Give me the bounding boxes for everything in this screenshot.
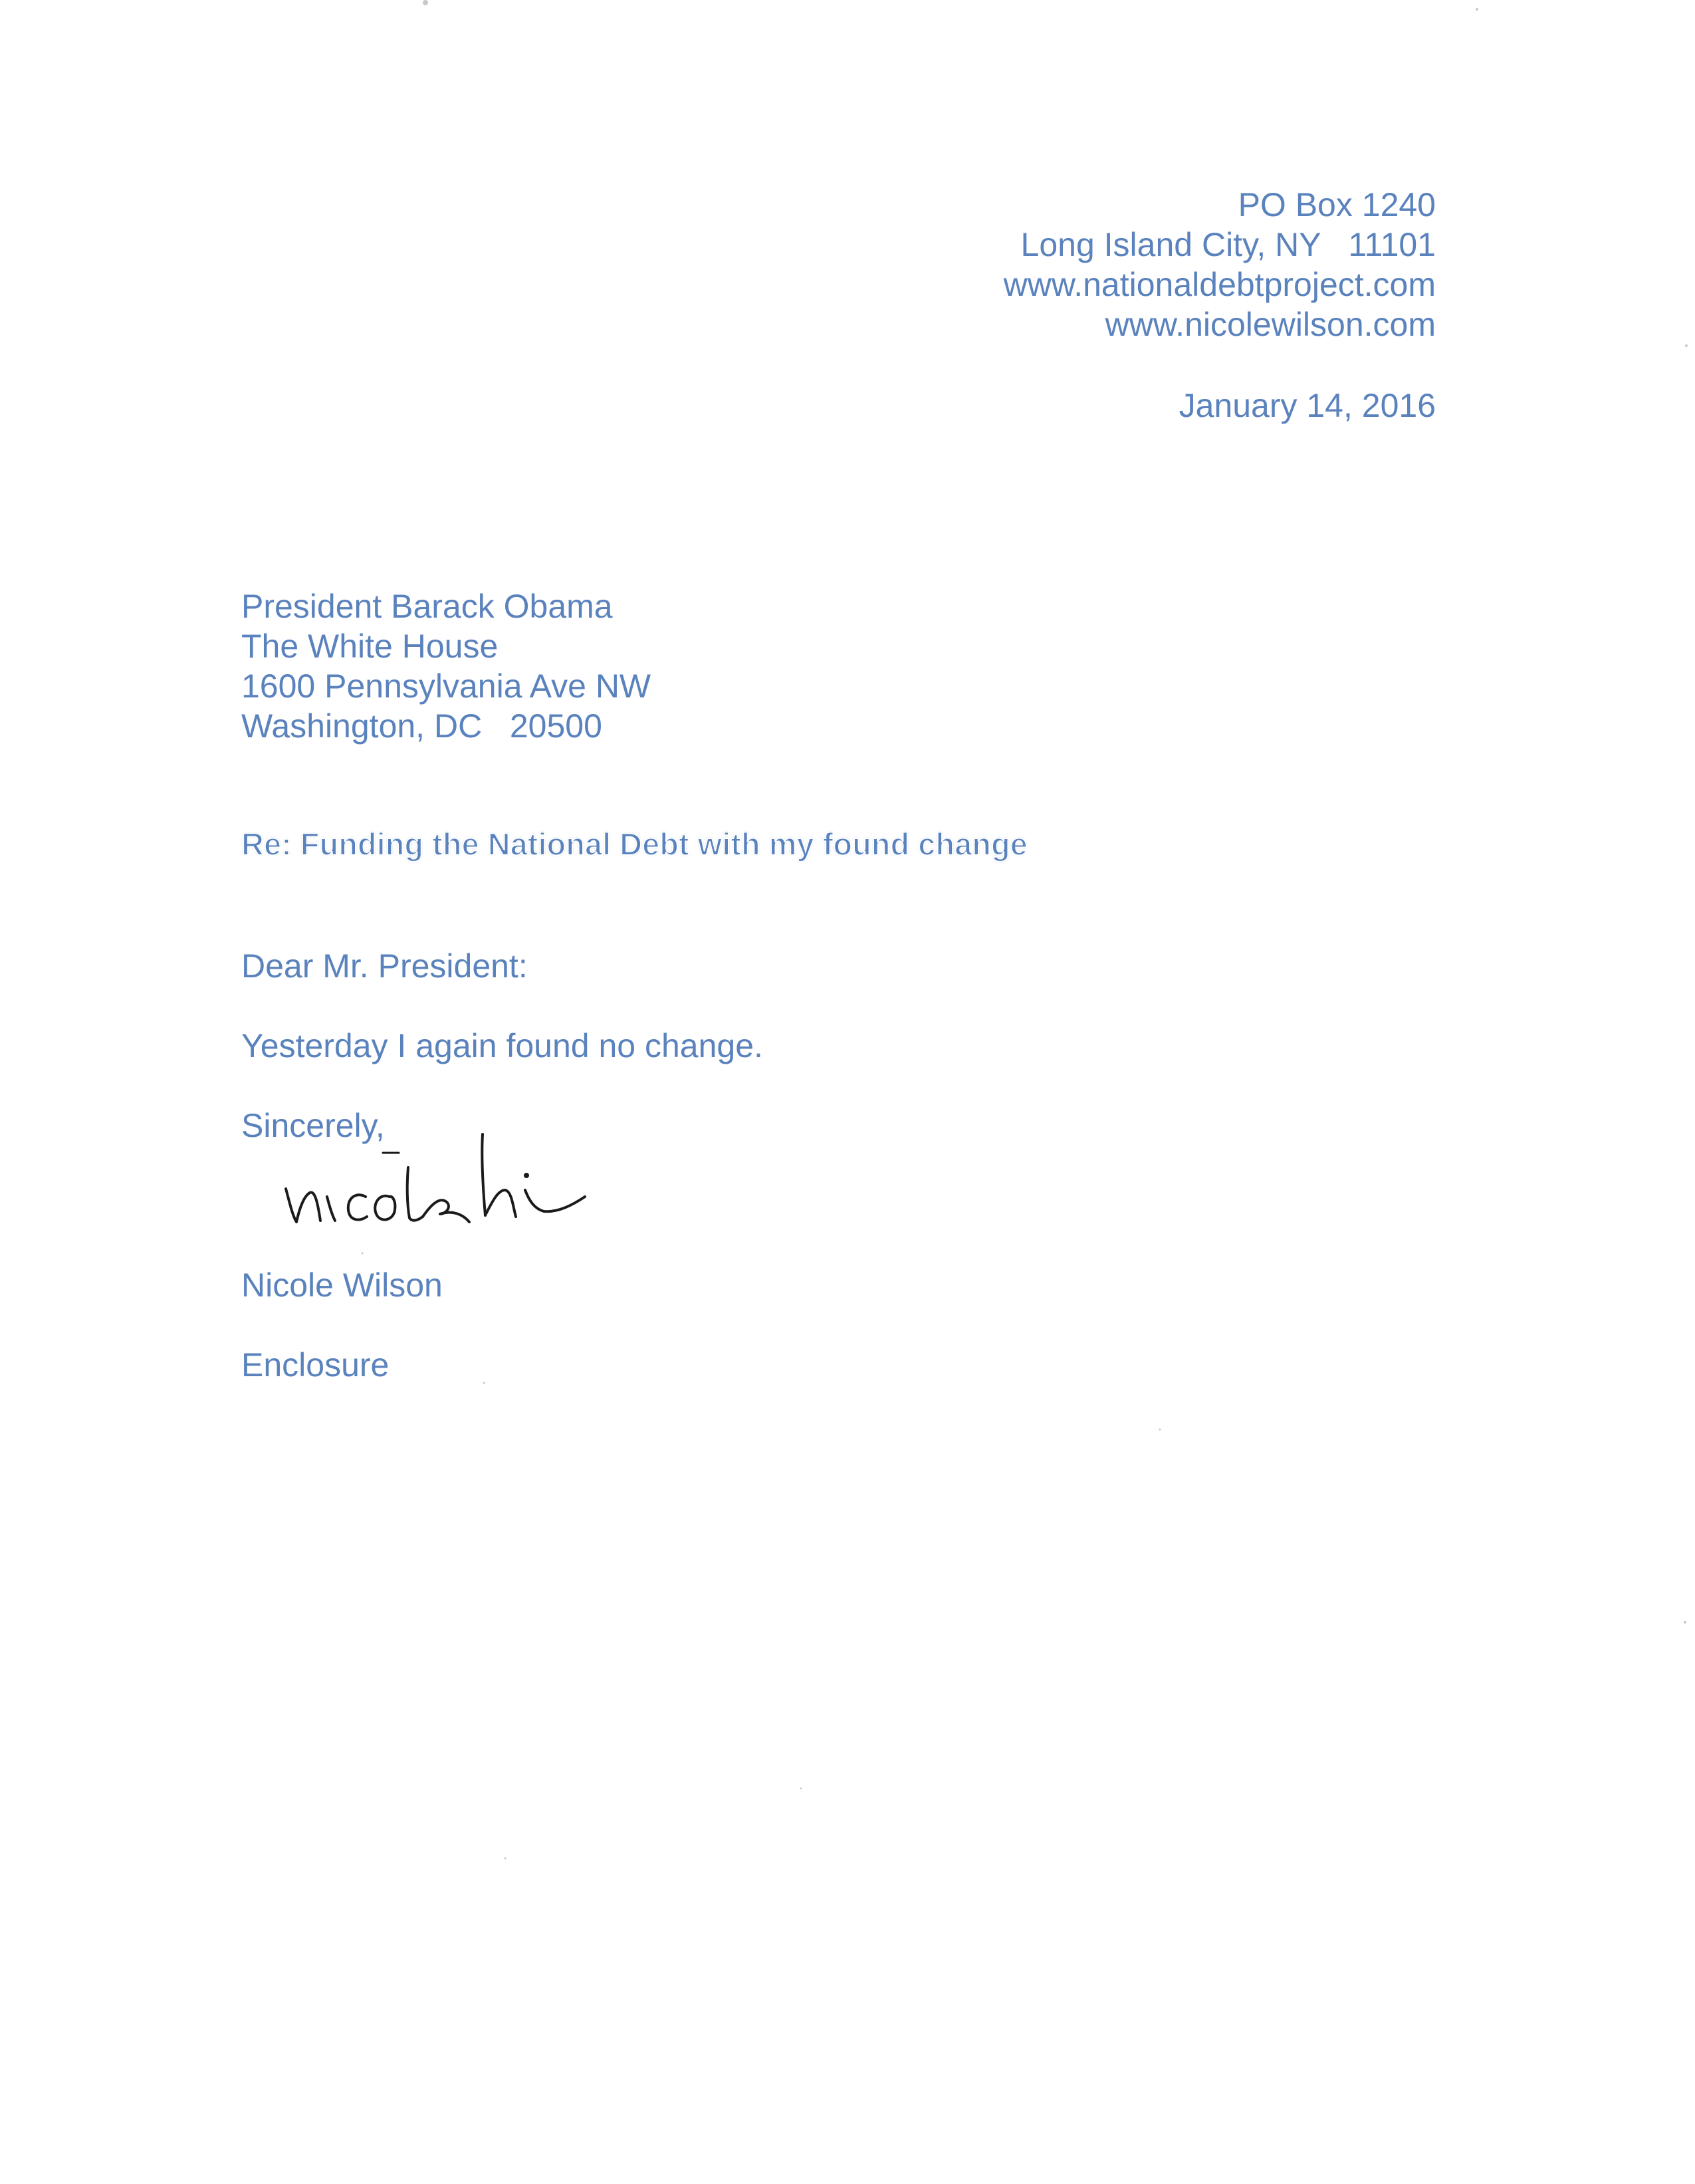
enclosure-note: Enclosure: [241, 1346, 390, 1384]
signer-name: Nicole Wilson: [241, 1267, 443, 1304]
sender-address-block: [1004, 185, 1436, 344]
sender-website-link: www.nationaldebtproject.com: [1003, 266, 1436, 303]
recipient-name: President Barack Obama: [241, 588, 613, 625]
recipient-organization: The White House: [241, 628, 499, 665]
sender-po-box: PO Box 1240: [1238, 186, 1436, 223]
letter-body: Yesterday I again found no change.: [241, 1027, 763, 1064]
recipient-city-line: Washington, DC 20500: [241, 707, 602, 745]
recipient-street: 1600 Pennsylvania Ave NW: [241, 667, 651, 705]
closing: Sincerely,: [241, 1107, 385, 1144]
subject-line: Re: Funding the National Debt with my found change: [241, 826, 1028, 862]
handwritten-signature: [266, 1104, 625, 1250]
recipient-address-block: [241, 586, 651, 746]
letter-date: January 14, 2016: [1179, 387, 1436, 424]
salutation: Dear Mr. President:: [241, 947, 528, 985]
sender-city-line: Long Island City, NY 11101: [1020, 226, 1436, 263]
sender-personal-website-link: www.nicolewilson.com: [1105, 306, 1436, 343]
